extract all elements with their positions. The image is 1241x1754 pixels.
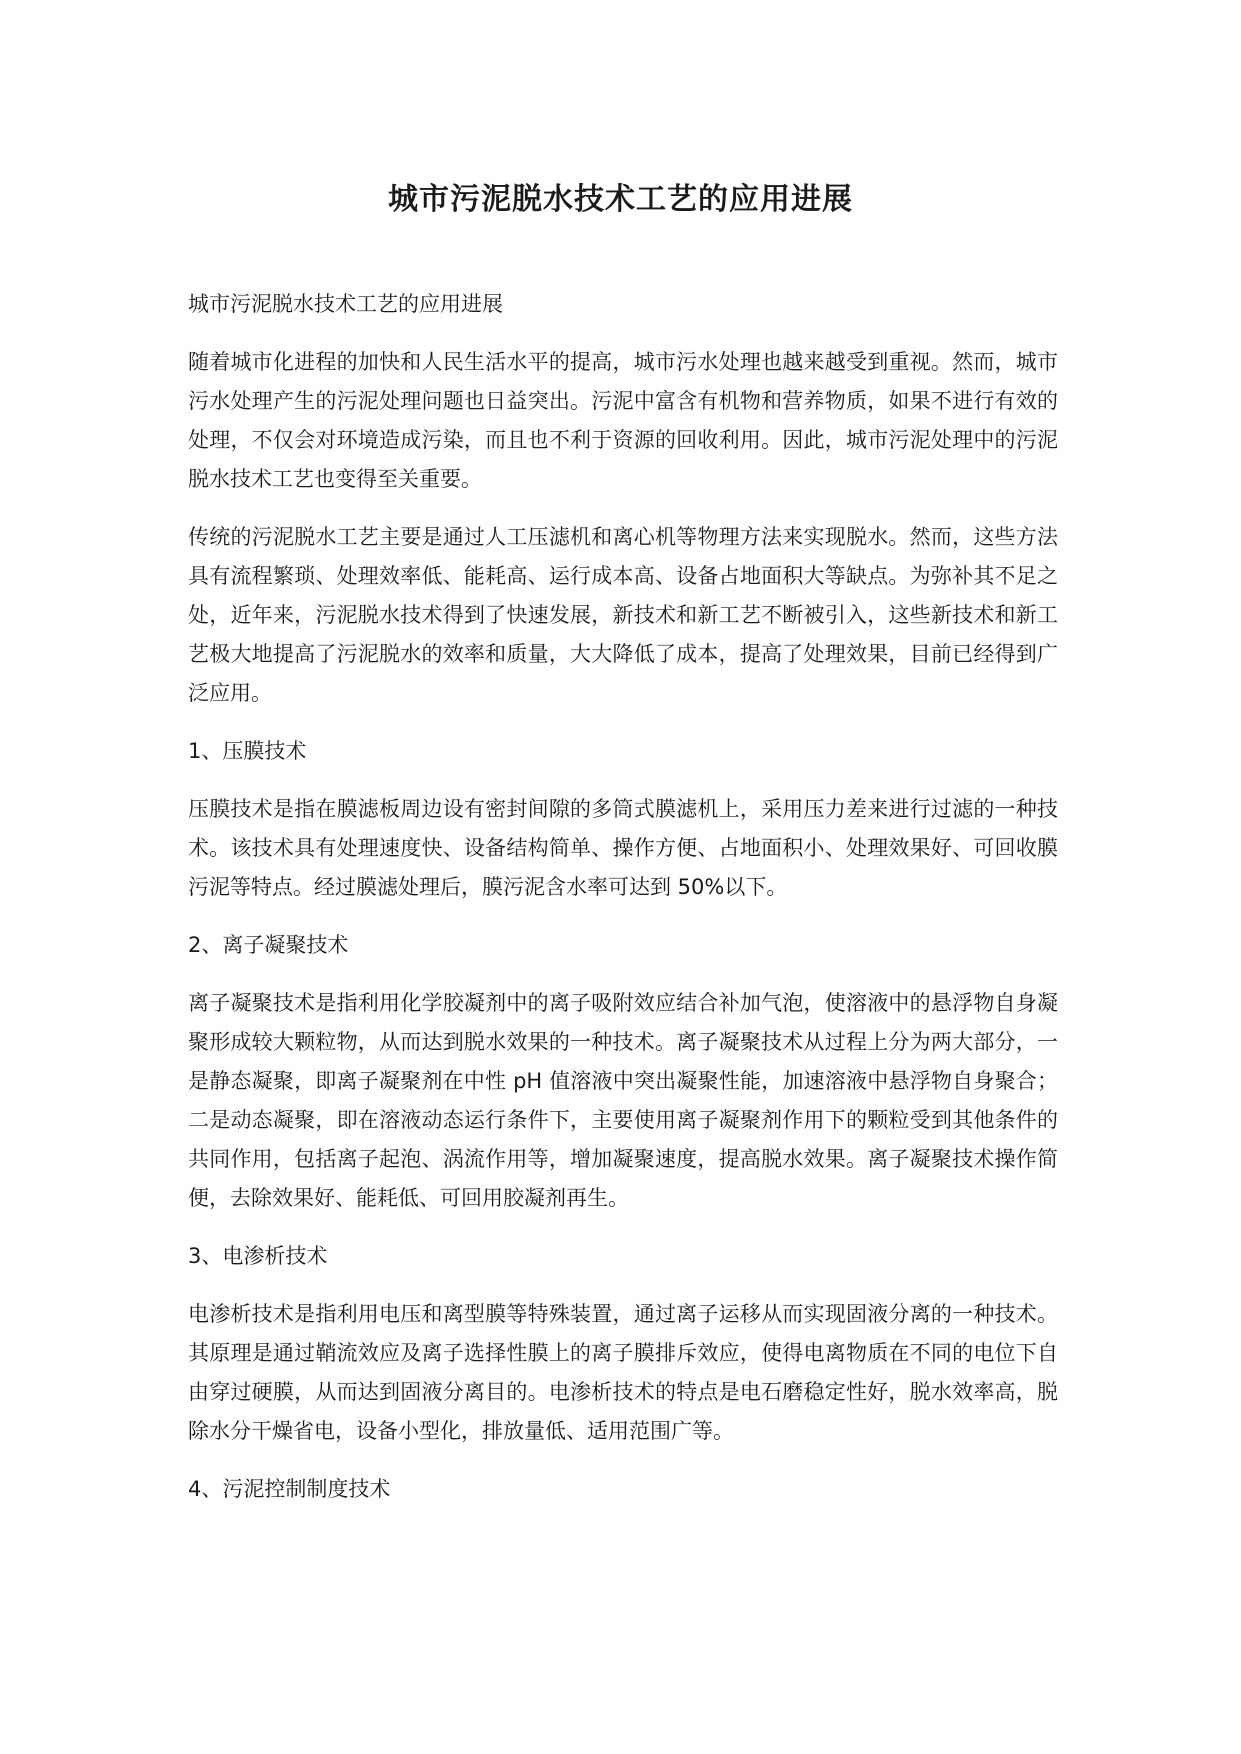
intro-paragraph-1: 随着城市化进程的加快和人民生活水平的提高，城市污水处理也越来越受到重视。然而，城市污水处理产生的污泥处理问题也日益突出。污泥中富含有机物和营养物质，如果不进行有效的处理，不仅会对环境造成污染，而且也不利于资源的回收利用。因此，城市污泥处理中的污泥脱水技术工艺也变得至关重要。 — [188, 350, 1058, 491]
document-body — [188, 285, 1058, 1528]
section-body-1: 压膜技术是指在膜滤板周边设有密封间隙的多筒式膜滤机上，采用压力差来进行过滤的一种技术。该技术具有处理速度快、设备结构简单、操作方便、占地面积小、处理效果好、可回收膜污泥等特点。经过膜滤处理后，膜污泥含水率可达到 50%以下。 — [188, 797, 1058, 899]
section-body-2: 离子凝聚技术是指利用化学胶凝剂中的离子吸附效应结合补加气泡，使溶液中的悬浮物自身凝聚形成较大颗粒物，从而达到脱水效果的一种技术。离子凝聚技术从过程上分为两大部分，一是静态凝聚，即离子凝聚剂在中性 pH 值溶液中突出凝聚性能，加速溶液中悬浮物自身聚合；二是动态凝聚，即在溶液动态运行条件下，主要使用离子凝聚剂作用下的颗粒受到其他条件的共同作用，包括离子起泡、涡流作用等，增加凝聚速度，提高脱水效果。离子凝聚技术操作简便，去除效果好、能耗低、可回用胶凝剂再生。 — [188, 991, 1058, 1210]
section-heading-2: 2、离子凝聚技术 — [188, 933, 349, 957]
section-heading-4: 4、污泥控制制度技术 — [188, 1477, 391, 1501]
document-title: 城市污泥脱水技术工艺的应用进展 — [388, 182, 853, 217]
section-heading-3: 3、电渗析技术 — [188, 1244, 328, 1268]
document-subtitle: 城市污泥脱水技术工艺的应用进展 — [188, 292, 503, 316]
intro-paragraph-2: 传统的污泥脱水工艺主要是通过人工压滤机和离心机等物理方法来实现脱水。然而，这些方法具有流程繁琐、处理效率低、能耗高、运行成本高、设备占地面积大等缺点。为弥补其不足之处，近年来，污泥脱水技术得到了快速发展，新技术和新工艺不断被引入，这些新技术和新工艺极大地提高了污泥脱水的效率和质量，大大降低了成本，提高了处理效果，目前已经得到广泛应用。 — [188, 525, 1058, 705]
section-heading-1: 1、压膜技术 — [188, 739, 307, 763]
section-body-3: 电渗析技术是指利用电压和离型膜等特殊装置，通过离子运移从而实现固液分离的一种技术。其原理是通过鞘流效应及离子选择性膜上的离子膜排斥效应，使得电离物质在不同的电位下自由穿过硬膜，从而达到固液分离目的。电渗析技术的特点是电石磨稳定性好，脱水效率高，脱除水分干燥省电，设备小型化，排放量低、适用范围广等。 — [188, 1302, 1058, 1443]
